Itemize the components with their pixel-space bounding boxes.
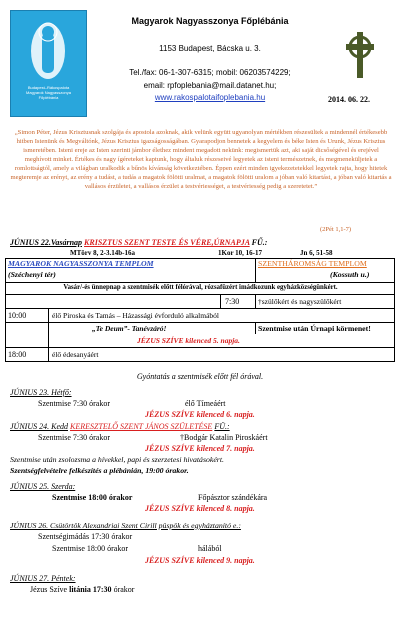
row4-intent: élő édesanyáért bbox=[52, 350, 99, 359]
day-24-mass: Szentmise 7:30 órakor bbox=[38, 433, 110, 442]
rosary-notice: Vasár/-és ünnepnap a szentmisék előtt félórával, rózsafüzért imádkozunk egyházközségünkért. bbox=[63, 284, 338, 291]
day-23-intent: élő Tímeáért bbox=[185, 399, 226, 408]
reading-3: Jn 6, 51-58 bbox=[300, 249, 333, 257]
day-24-heading bbox=[10, 422, 230, 432]
church-2-name: SZENTHÁROMSÁG TEMPLOM bbox=[258, 259, 367, 268]
feast-suffix: FŰ.: bbox=[251, 238, 268, 247]
novena-day-6: JÉZUS SZÍVE kilenced 6. napja. bbox=[145, 410, 255, 419]
reading-1: MTörv 8, 2-3.14b-16a bbox=[70, 249, 135, 257]
day-24-intent: †Bodgár Katalin Piroskáért bbox=[180, 433, 268, 442]
day-25-mass: Szentmise 18:00 órakor bbox=[52, 493, 133, 502]
cross-icon bbox=[340, 30, 380, 80]
church-1-location: (Széchenyi tér) bbox=[8, 270, 56, 279]
row1-time: 7:30 bbox=[225, 297, 240, 306]
reading-2: 1Kor 10, 16-17 bbox=[218, 249, 263, 257]
day-24-title: JÚNIUS 24. Kedd bbox=[10, 422, 68, 431]
parish-logo bbox=[10, 10, 87, 117]
day-27-title: JÚNIUS 27. Péntek: bbox=[10, 574, 76, 583]
row1-intent: †szülőkért és nagyszülőkért bbox=[258, 297, 342, 306]
feast-heading bbox=[10, 238, 395, 248]
day-23-mass: Szentmise 7:30 órakor bbox=[38, 399, 110, 408]
parish-name: Magyarok Nagyasszonya Főplébánia bbox=[131, 16, 289, 26]
day-27-litany: Jézus Szíve litánia 17:30 órakor bbox=[30, 585, 135, 594]
te-deum: „Te Deum”- Tanévzáró! bbox=[92, 324, 167, 333]
novena-day-7: JÉZUS SZÍVE kilenced 7. napja. bbox=[145, 444, 255, 453]
day-24-preparation: Szentségfelvételre felkészítés a plébánián, 19:00 órakor. bbox=[10, 466, 189, 475]
church-1-name: MAGYAROK NAGYASSZONYA TEMPLOM bbox=[8, 259, 154, 268]
novena-day-5: JÉZUS SZÍVE kilenced 5. napja. bbox=[137, 336, 240, 345]
scripture-quote: „Simon Péter, Jézus Krisztusnak szolgája és apostola azoknak, akik velünk együtt ugyanolyan mértékben részesültek a mindennél értékesebb hitben Istenünk és Megváltónk, Jézus Krisztus igazságosságában. Gyarapodjon bennetek a kegyelem és béke Isten és Urunk, Jézus Krisztus ismeretében. Isteni ereje az Isten szerinti jámbor élethez mindent megadott nekünk: megismertük azt, aki saját dicsőségével és erejével meghívott minket. Értékes és nagy ígéreteket kaptunk, hogy általuk részeseivé legyetek az isteni természetnek, és megmeneküljetek a romlottságtól, amely a világban uralkodik a bűnös kívánság következtében. Éppen ezért minden igyekezetetekkel legyetek rajta, hogy hitetek megteremje az erényt, az erény a tudást, a tudás a magatok fölötti uralmat, a magatok fölötti uralom a jóban való kitartást, a jóban való kitartás a vallásos érzületet, a vallásos érzület a testvériességet, a testvériesség pedig a szeretetet.” bbox=[10, 129, 392, 190]
parish-email[interactable]: email: rpfoplebania@mail.datanet.hu; bbox=[143, 81, 277, 90]
novena-day-9: JÉZUS SZÍVE kilenced 9. napja. bbox=[145, 556, 255, 565]
day-26-title: JÚNIUS 26. Csütörtök Alexandriai Szent Cirill püspök és egyháztanító e.: bbox=[10, 521, 241, 530]
feast-name: KRISZTUS SZENT TESTE ÉS VÉRE,ÚRNAPJA bbox=[84, 238, 250, 247]
confession-note: Gyóntatás a szentmisék előtt fél órával. bbox=[136, 372, 264, 381]
parish-address: 1153 Budapest, Bácska u. 3. bbox=[159, 44, 261, 53]
day-26-mass: Szentmise 18:00 órakor bbox=[52, 544, 128, 553]
parish-phone: Tel./fax: 06-1-307-6315; mobil: 06203574229; bbox=[129, 68, 291, 77]
parish-website-link[interactable]: www.rakospalotaifoplebania.hu bbox=[154, 93, 266, 102]
church-2-location: (Kossuth u.) bbox=[330, 270, 370, 279]
row2-time: 10:00 bbox=[8, 311, 27, 320]
row2-intent: élő Piroska és Tamás – Házassági évforduló alkalmából bbox=[52, 311, 219, 320]
day-26-adoration: Szentségimádás 17:30 órakor bbox=[38, 532, 133, 541]
day-23-title: JÚNIUS 23. Hétfő: bbox=[10, 388, 72, 397]
logo-caption: Budapest–Rákospalota Magyarok Nagyasszonya Főplébánia bbox=[26, 85, 71, 100]
day-26-intent: hálából bbox=[198, 544, 222, 553]
day-24-feast: KERESZTELŐ SZENT JÁNOS SZÜLETÉSE bbox=[70, 422, 213, 431]
novena-day-8: JÉZUS SZÍVE kilenced 8. napja. bbox=[145, 504, 255, 513]
row4-time: 18:00 bbox=[8, 350, 27, 359]
bulletin-date: 2014. 06. 22. bbox=[328, 95, 370, 104]
procession-notice: Szentmise után Úrnapi körmenet! bbox=[258, 324, 371, 333]
scripture-reference: (2Pét 1,1-7) bbox=[320, 226, 352, 233]
day-24-suffix: FÜ.: bbox=[214, 422, 230, 431]
day-24-vespers: Szentmise után zsolozsma a hívekkel, papi és szerzetesi hivatásokért. bbox=[10, 455, 224, 464]
day-25-title: JÚNIUS 25. Szerda: bbox=[10, 482, 76, 491]
feast-date: JÚNIUS 22.Vasárnap bbox=[10, 238, 83, 247]
day-25-intent: Főpásztor szándékára bbox=[198, 493, 268, 502]
